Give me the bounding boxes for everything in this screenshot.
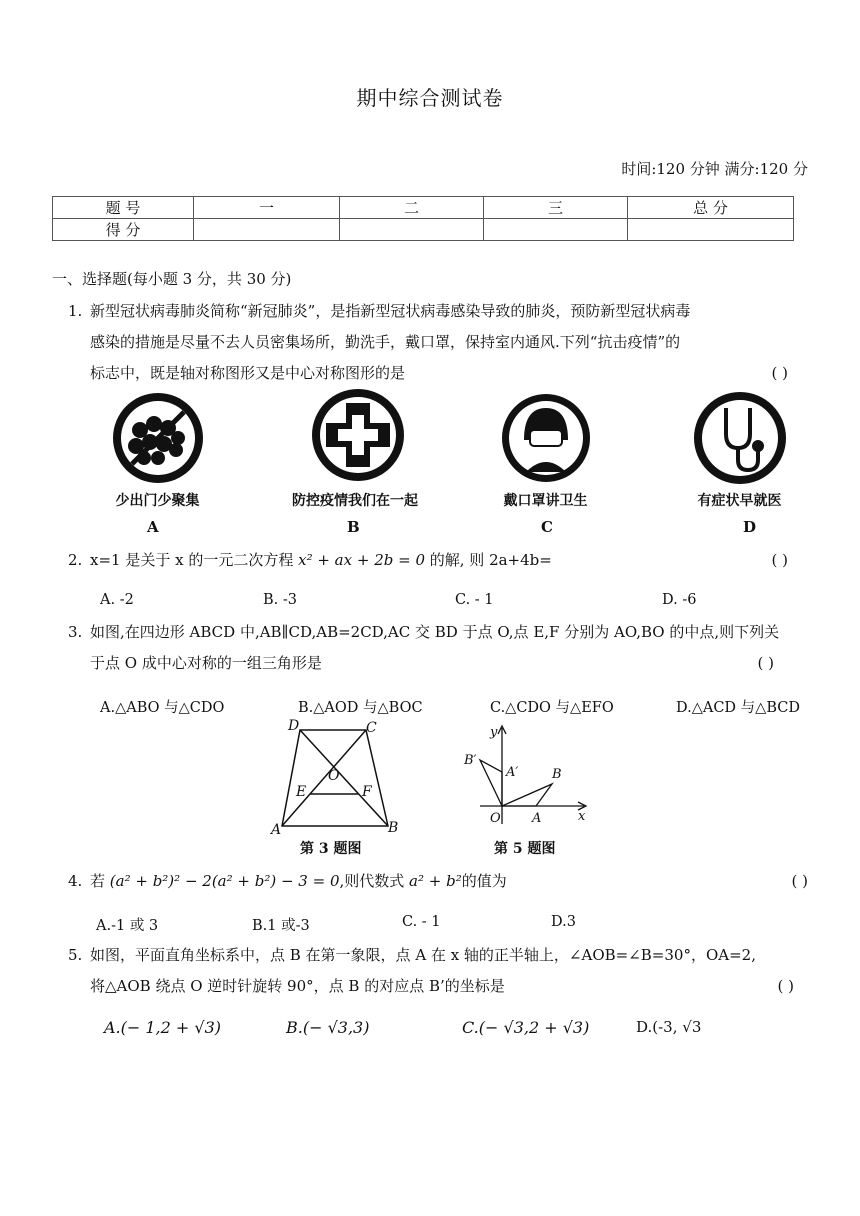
option-a: A. -2	[100, 592, 134, 608]
axis-label: x	[578, 809, 586, 824]
point-label: A	[532, 811, 542, 826]
crowd-icon	[110, 390, 206, 486]
option-a: A.△ABO 与△CDO	[100, 700, 225, 716]
figure-5-coordinate-plane	[460, 720, 590, 830]
vertex-label: B	[388, 820, 399, 836]
option-b: B.△AOD 与△BOC	[298, 700, 423, 716]
option-d: D.3	[551, 914, 576, 930]
question-text: x=1 是关于 x 的一元二次方程	[90, 551, 299, 569]
option-letter: D	[743, 518, 757, 536]
logo-caption: 防控疫情我们在一起	[292, 493, 418, 509]
question-text: 新型冠状病毒肺炎简称“新冠肺炎”，是指新型冠状病毒感染导致的肺炎，预防新型冠状病毒	[90, 302, 691, 320]
question-text: 的解, 则 2a+4b=	[425, 551, 552, 569]
equation: x² + ax + 2b = 0	[298, 551, 425, 569]
option-b: B.1 或-3	[252, 918, 310, 934]
question-5	[68, 940, 808, 1002]
question-number: 3.	[68, 623, 83, 641]
vertex-label: E	[296, 784, 307, 800]
question-text: 如图，平面直角坐标系中，点 B 在第一象限，点 A 在 x 轴的正半轴上，∠AOB=∠B=30°，OA=2,	[90, 946, 756, 964]
score-table-score-row	[53, 219, 794, 241]
option-c: C.(− √3,2 + √3)	[462, 1018, 590, 1037]
option-a: A.(− 1,2 + √3)	[104, 1018, 222, 1037]
section-heading: 一、选择题(每小题 3 分，共 30 分)	[52, 270, 292, 288]
option-d: D. -6	[662, 592, 697, 608]
score-header-cell: 二	[340, 197, 484, 219]
option-d: D.△ACD 与△BCD	[676, 700, 800, 716]
question-text: 若	[90, 872, 110, 890]
point-label: B′	[464, 753, 477, 768]
point-label: B	[552, 767, 562, 782]
figure-3-trapezoid	[268, 718, 408, 838]
score-cell	[194, 219, 340, 241]
question-text: 感染的措施是尽量不去人员密集场所，勤洗手，戴口罩，保持室内通风.下列“抗击疫情”的	[90, 333, 681, 351]
vertex-label: D	[288, 718, 300, 734]
question-text: 将△AOB 绕点 O 逆时针旋转 90°，点 B 的对应点 B’的坐标是	[90, 977, 505, 995]
score-table-header-row	[53, 197, 794, 219]
point-label: A′	[506, 765, 519, 780]
vertex-label: A	[271, 822, 282, 838]
score-cell	[628, 219, 794, 241]
option-letter: A	[147, 518, 159, 536]
question-number: 1.	[68, 302, 83, 320]
option-letter: B	[347, 518, 360, 536]
question-number: 4.	[68, 872, 83, 890]
logo-caption: 戴口罩讲卫生	[503, 493, 588, 509]
answer-paren: ( )	[791, 872, 808, 890]
option-c: C. - 1	[402, 914, 441, 930]
score-cell	[484, 219, 628, 241]
question-text: 如图,在四边形 ABCD 中,AB∥CD,AB=2CD,AC 交 BD 于点 O,点 E,F 分别为 AO,BO 的中点,则下列关	[90, 623, 780, 641]
stethoscope-icon	[692, 390, 788, 486]
option-c: C. - 1	[455, 592, 494, 608]
option-a: A.-1 或 3	[96, 918, 159, 934]
score-header-cell: 总 分	[628, 197, 794, 219]
point-label: O	[490, 811, 501, 826]
score-row-label: 得 分	[53, 219, 194, 241]
page-title: 期中综合测试卷	[356, 86, 504, 110]
vertex-label: O	[328, 768, 340, 784]
logo-caption: 有症状早就医	[697, 493, 782, 509]
question-number: 5.	[68, 946, 83, 964]
question-text: 于点 O 成中心对称的一组三角形是	[90, 654, 322, 672]
question-2	[68, 545, 808, 576]
option-letter: C	[541, 518, 553, 536]
question-1	[68, 296, 808, 389]
option-b: B. -3	[263, 592, 297, 608]
vertex-label: C	[366, 720, 377, 736]
question-4	[68, 866, 808, 897]
vertex-label: F	[362, 784, 372, 800]
score-header-cell: 三	[484, 197, 628, 219]
figure-caption: 第 5 题图	[494, 841, 556, 857]
score-header-cell: 一	[194, 197, 340, 219]
score-cell	[340, 219, 484, 241]
option-c: C.△CDO 与△EFO	[490, 700, 614, 716]
medical-cross-icon	[310, 387, 406, 483]
answer-paren: ( )	[777, 977, 794, 995]
question-number: 2.	[68, 551, 83, 569]
question-text: ,则代数式	[339, 872, 410, 890]
expression: a² + b²	[409, 872, 462, 890]
masked-face-icon	[500, 392, 592, 484]
time-info: 时间:120 分钟 满分:120 分	[621, 160, 808, 178]
question-text: 标志中，既是轴对称图形又是中心对称图形的是	[90, 364, 406, 382]
axis-label: y	[490, 725, 498, 740]
question-3	[68, 617, 808, 679]
logo-caption: 少出门少聚集	[115, 493, 200, 509]
option-d: D.(-3, √3	[636, 1018, 702, 1036]
answer-paren: ( )	[757, 654, 774, 672]
score-table	[52, 196, 794, 241]
question-text: 的值为	[461, 872, 507, 890]
answer-paren: ( )	[771, 364, 788, 382]
option-b: B.(− √3,3)	[286, 1018, 370, 1037]
figure-caption: 第 3 题图	[300, 841, 362, 857]
equation: (a² + b²)² − 2(a² + b²) − 3 = 0	[109, 872, 340, 890]
answer-paren: ( )	[771, 551, 788, 569]
score-header-cell: 题 号	[53, 197, 194, 219]
